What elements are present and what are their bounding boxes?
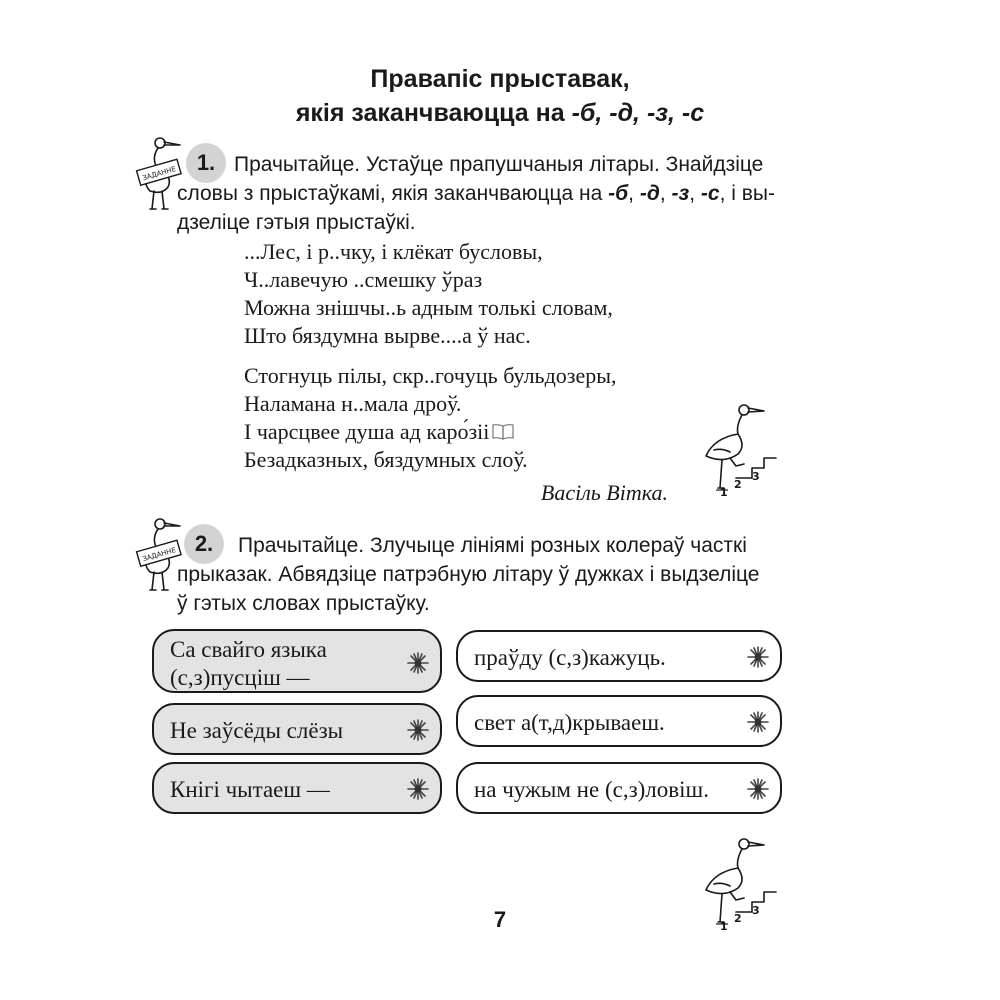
- card-text-line2: (с,з)пусціш —: [170, 665, 310, 690]
- task2-text-line3: ў гэтых словах прыстаўку.: [177, 592, 430, 615]
- title-line1: Правапіс прыставак,: [370, 65, 630, 93]
- card-text-line1: Са свайго языка: [170, 637, 327, 662]
- sign-label-2: ЗАДАННЕ: [141, 546, 177, 564]
- card-text-line1: праўду (с,з)кажуць.: [474, 645, 666, 670]
- flower-icon: [406, 651, 430, 675]
- flower-icon: [746, 777, 770, 801]
- flower-icon: [406, 718, 430, 742]
- title-line2-prefix: якія заканчваюцца на: [295, 99, 572, 127]
- title-line2: [0, 96, 1000, 130]
- stair-number-1: 1: [720, 486, 728, 499]
- task1-text-seg: ,: [628, 182, 640, 205]
- open-book-icon: [491, 423, 515, 441]
- task1-text-seg: ,: [689, 182, 701, 205]
- proverb-start-card-3[interactable]: [152, 762, 442, 814]
- poem-line: Наламана н..мала дроў.: [244, 391, 462, 416]
- task2-number: 2.: [184, 524, 224, 564]
- title-line2-endings: -б, -д, -з, -с: [571, 99, 705, 127]
- poem-line: Ч..лавечую ..смешку ўраз: [244, 267, 483, 292]
- stair-number-2: 2: [734, 912, 742, 925]
- task2-text-line1: Прачытайце. Злучыце лініямі розных колераў часткі: [238, 534, 747, 557]
- poem-line-text: І чарсцвее душа ад каро́зіі: [244, 419, 490, 444]
- stair-number-3: 3: [752, 470, 760, 483]
- poem-line: [244, 418, 515, 446]
- poem-line: Што бяздумна выpве....а ў нас.: [244, 323, 531, 348]
- task1-text-seg: словы з прыстаўкамі, якія заканчваюцца на: [177, 182, 609, 205]
- proverb-start-card-1[interactable]: [152, 629, 442, 693]
- task2-text-line2: прыказак. Абвядзіце патрэбную літару ў дужках і выдзеліце: [177, 563, 760, 586]
- page-number: 7: [493, 907, 507, 932]
- stair-number-2: 2: [734, 478, 742, 491]
- stair-number-3: 3: [752, 904, 760, 917]
- task1-text-seg: , і вы-: [719, 182, 775, 205]
- flower-icon: [746, 710, 770, 734]
- task1-ending-s: -с: [700, 182, 720, 205]
- poem-line: Стогнуць пілы, скр..гочуць бульдозеры,: [244, 363, 617, 388]
- task1-text-line2: [177, 179, 797, 208]
- poem-author: Васіль Вітка.: [540, 480, 668, 505]
- proverb-start-card-2[interactable]: [152, 703, 442, 755]
- proverb-end-card-1[interactable]: [456, 630, 782, 682]
- card-text-line1: свет а(т,д)крываеш.: [474, 710, 665, 735]
- task1-text-seg: ,: [659, 182, 672, 205]
- card-text-line1: Не заўсёды слёзы: [170, 718, 344, 743]
- stork-stairs-icon-1: [694, 398, 786, 500]
- task1-text-line3: дзеліце гэтыя прыстаўкі.: [177, 211, 416, 234]
- card-text-line1: на чужым не (с,з)ловіш.: [474, 777, 709, 802]
- task1-text-line1: Прачытайце. Устаўце прапушчаныя літары. Знайдзіце: [234, 153, 764, 176]
- task1-ending-d: -д: [639, 182, 660, 205]
- task1-ending-z: -з: [671, 182, 690, 205]
- flower-icon: [406, 777, 430, 801]
- poem-line: Безадказных, бяздумных слоў.: [244, 447, 528, 472]
- task1-number: 1.: [186, 143, 226, 183]
- card-text-line1: Кнігі чытаеш —: [170, 777, 330, 802]
- page-title: [0, 62, 1000, 130]
- task1-ending-b: -б: [608, 182, 629, 205]
- proverb-end-card-2[interactable]: [456, 695, 782, 747]
- poem-line: ...Лес, і р..чку, і клёкат бусловы,: [244, 239, 543, 264]
- proverb-end-card-3[interactable]: [456, 762, 782, 814]
- poem-line: Можна знішчы..ь адным толькі словам,: [244, 295, 613, 320]
- sign-label-1: ЗАДАННЕ: [141, 165, 177, 183]
- flower-icon: [746, 645, 770, 669]
- stair-number-1: 1: [720, 920, 728, 933]
